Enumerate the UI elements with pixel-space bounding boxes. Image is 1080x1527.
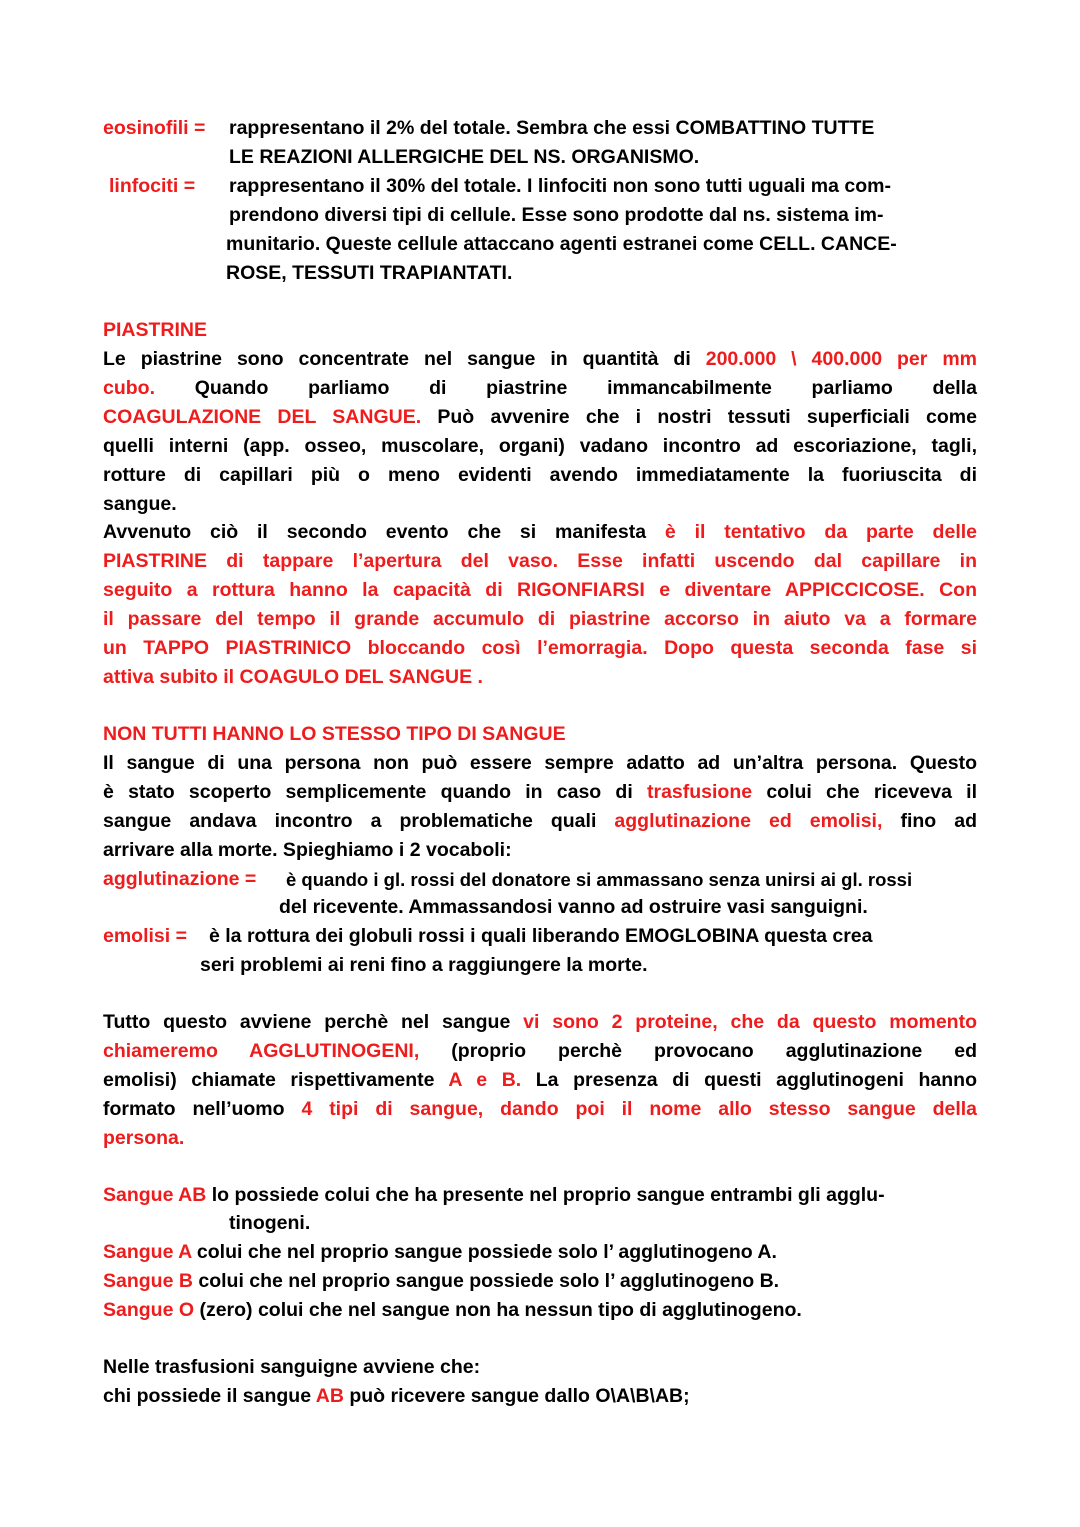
term-emolisi: emolisi = [103, 925, 187, 947]
def-linfociti-line: munitario. Queste cellule attaccano agenti estranei come CELL. CANCE- [226, 233, 897, 255]
paragraph-line: attiva subito il COAGULO DEL SANGUE . [103, 666, 483, 688]
paragraph-line: sangue andava incontro a problematiche quali agglutinazione ed emolisi, fino ad [103, 810, 978, 832]
paragraph-line: rotture di capillari più o meno evidenti avendo immediatamente la fuoriuscita di [103, 464, 977, 486]
paragraph-line: quelli interni (app. osseo, muscolare, organi) vadano incontro ad escoriazione, tagli, [103, 435, 977, 457]
term-linfociti: linfociti = [109, 175, 196, 197]
paragraph-line: Il sangue di una persona non può essere sempre adatto ad un’altra persona. Questo [103, 752, 977, 774]
paragraph-line: Nelle trasfusioni sanguigne avviene che: [103, 1356, 481, 1378]
paragraph-line: chi possiede il sangue AB può ricevere sangue dallo O\A\B\AB; [103, 1385, 690, 1407]
section-heading-tipi: NON TUTTI HANNO LO STESSO TIPO DI SANGUE [103, 723, 566, 745]
paragraph-line: Tutto questo avviene perchè nel sangue vi sono 2 proteine, che da questo momento [103, 1011, 977, 1033]
blood-group-o: Sangue O (zero) colui che nel sangue non ha nessun tipo di agglutinogeno. [103, 1299, 802, 1321]
paragraph-line: arrivare alla morte. Spieghiamo i 2 vocaboli: [103, 839, 512, 861]
def-linfociti-line: rappresentano il 30% del totale. I linfociti non sono tutti uguali ma com- [229, 175, 891, 197]
section-heading-piastrine: PIASTRINE [103, 319, 208, 341]
def-eosinofili-line: rappresentano il 2% del totale. Sembra che essi COMBATTINO TUTTE [229, 117, 875, 139]
def-agglutinazione-line: è quando i gl. rossi del donatore si ammassano senza unirsi ai gl. rossi [286, 869, 913, 890]
paragraph-line: chiameremo AGGLUTINOGENI, (proprio perchè provocano agglutinazione ed [103, 1040, 977, 1062]
paragraph-line: è stato scoperto semplicemente quando in caso di trasfusione colui che riceveva il [103, 781, 977, 803]
paragraph-line: il passare del tempo il grande accumulo di piastrine accorso in aiuto va a formare [103, 608, 977, 630]
paragraph-line: un TAPPO PIASTRINICO bloccando così l’emorragia. Dopo questa seconda fase si [103, 637, 977, 659]
def-linfociti-line: ROSE, TESSUTI TRAPIANTATI. [226, 262, 513, 284]
paragraph-line: persona. [103, 1127, 185, 1149]
blood-group-b: Sangue B colui che nel proprio sangue possiede solo l’ agglutinogeno B. [103, 1270, 780, 1292]
paragraph-line: Le piastrine sono concentrate nel sangue in quantità di 200.000 \ 400.000 per mm [103, 348, 977, 370]
paragraph-line: Avvenuto ciò il secondo evento che si manifesta è il tentativo da parte delle [103, 521, 977, 543]
paragraph-line: PIASTRINE di tappare l’apertura del vaso. Esse infatti uscendo dal capillare in [103, 550, 977, 572]
term-eosinofili: eosinofili = [103, 117, 206, 139]
def-emolisi-line: è la rottura dei globuli rossi i quali liberando EMOGLOBINA questa crea [209, 925, 873, 947]
term-agglutinazione: agglutinazione = [103, 868, 257, 890]
blood-group-a: Sangue A colui che nel proprio sangue possiede solo l’ agglutinogeno A. [103, 1241, 777, 1263]
paragraph-line: COAGULAZIONE DEL SANGUE. Può avvenire che i nostri tessuti superficiali come [103, 406, 977, 428]
paragraph-line: formato nell’uomo 4 tipi di sangue, dando poi il nome allo stesso sangue della [103, 1098, 978, 1120]
def-emolisi-line: seri problemi ai reni fino a raggiungere la morte. [200, 954, 648, 976]
paragraph-line: sangue. [103, 493, 177, 515]
def-linfociti-line: prendono diversi tipi di cellule. Esse sono prodotte dal ns. sistema im- [229, 204, 884, 226]
blood-group-ab: Sangue AB lo possiede colui che ha presente nel proprio sangue entrambi gli agglu- [103, 1184, 885, 1206]
def-eosinofili-line: LE REAZIONI ALLERGICHE DEL NS. ORGANISMO. [229, 146, 700, 168]
blood-group-ab-cont: tinogeni. [229, 1212, 311, 1234]
def-agglutinazione-line: del ricevente. Ammassandosi vanno ad ostruire vasi sanguigni. [279, 896, 868, 918]
paragraph-line: emolisi) chiamate rispettivamente A e B. La presenza di questi agglutinogeni hanno [103, 1069, 977, 1091]
paragraph-line: cubo. Quando parliamo di piastrine immancabilmente parliamo della [103, 377, 977, 399]
paragraph-line: seguito a rottura hanno la capacità di RIGONFIARSI e diventare APPICCICOSE. Con [103, 579, 977, 601]
